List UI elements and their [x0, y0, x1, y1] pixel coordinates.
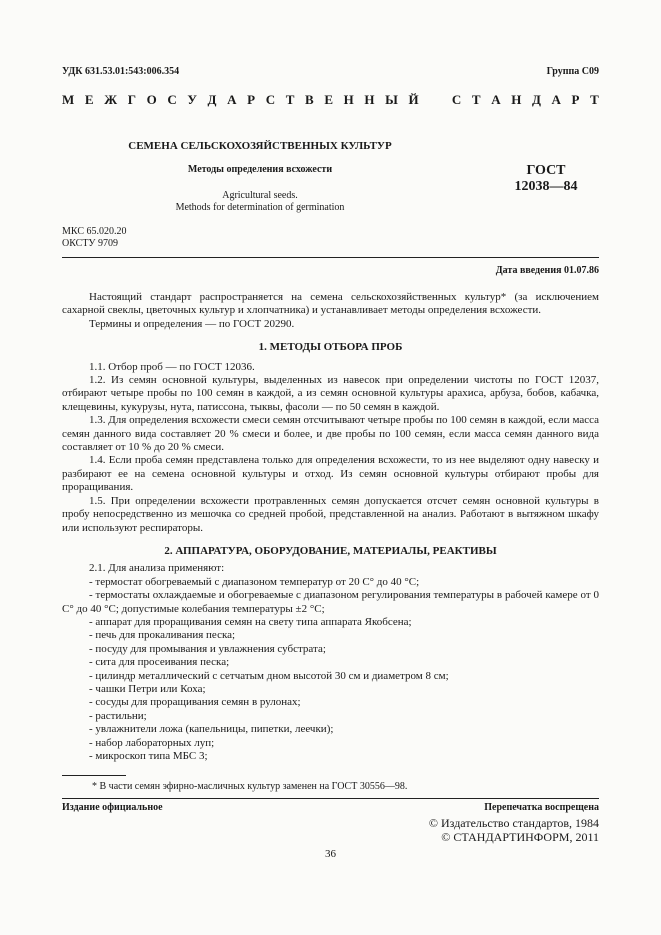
- clause-1-2: 1.2. Из семян основной культуры, выделенных из навесок при определении чистоты по ГОСТ 12037, отбирают четыре пробы по 100 семян в каждой, а из семян основной культуры арахиса, арбуза, бобов, кабачка, клещевины, кукурузы, нута, патиссона, тыквы, фасоли — по 50 семян в каждой.: [62, 374, 599, 413]
- footer-rule: [62, 798, 599, 799]
- banner-letter: Р: [247, 92, 256, 107]
- section2-heading: 2. АППАРАТУРА, ОБОРУДОВАНИЕ, МАТЕРИАЛЫ, РЕАКТИВЫ: [164, 544, 497, 557]
- standard-title: СЕМЕНА СЕЛЬСКОХОЗЯЙСТВЕННЫХ КУЛЬТУР: [128, 140, 392, 152]
- equipment-list-item: - сита для просеивания песка;: [89, 656, 230, 669]
- banner-letter: Ж: [104, 92, 118, 107]
- intro-date-label: Дата введения: [495, 265, 562, 276]
- standard-subtitle: Методы определения всхожести: [187, 164, 333, 175]
- banner-letter: У: [187, 92, 197, 107]
- banner-letter: Т: [590, 92, 599, 107]
- banner-letter: А: [227, 92, 237, 107]
- equipment-list-item: - растильни;: [89, 709, 147, 722]
- equipment-list-item: - термостат обогреваемый с диапазоном температур от 20 С° до 40 °С;: [89, 575, 420, 588]
- banner-letter: Е: [84, 92, 94, 107]
- banner-letter: Д: [207, 92, 217, 107]
- intro-date-value: 01.07.86: [564, 265, 599, 276]
- equipment-list-item: - посуду для промывания и увлажнения субстрата;: [89, 642, 326, 655]
- official-edition: Издание официальное: [62, 802, 163, 813]
- english-title-line1: Agricultural seeds.: [222, 190, 298, 201]
- banner-letter: Ы: [385, 92, 398, 107]
- reprint-notice: Перепечатка воспрещена: [484, 802, 599, 813]
- udk-code: УДК 631.53.01:543:006.354: [62, 66, 180, 77]
- equipment-list-item: - печь для прокаливания песка;: [89, 629, 236, 642]
- section1-heading: 1. МЕТОДЫ ОТБОРА ПРОБ: [258, 341, 403, 354]
- equipment-list-item: - микроскоп типа МБС 3;: [89, 750, 208, 762]
- english-title-line2: Methods for determination of germination: [175, 202, 345, 213]
- document-body: [62, 291, 599, 763]
- terms-paragraph: Термины и определения — по ГОСТ 20290.: [89, 317, 295, 330]
- copyright-1984: © Издательство стандартов, 1984: [428, 816, 599, 830]
- banner-gap: [429, 92, 441, 108]
- banner-letter: О: [146, 92, 157, 107]
- footnote-rule: [62, 775, 126, 776]
- header-rule: [62, 257, 599, 258]
- mks-code: МКС 65.020.20: [62, 226, 127, 237]
- group-code: Группа С09: [546, 66, 599, 77]
- equipment-list-item: - термостаты охлаждаемые и обогреваемые с диапазоном регулирования температуры в рабочей камере от 0 С° до 40 °С; допустимые колебания температуры ±2 °С;: [62, 589, 599, 615]
- banner-letter: Е: [324, 92, 333, 107]
- banner-letter: Н: [364, 92, 375, 107]
- equipment-list: [62, 576, 599, 764]
- equipment-list-item: - чашки Петри или Коха;: [89, 682, 206, 695]
- equipment-list-item: - увлажнители ложа (капельницы, пипетки, леечки);: [89, 723, 334, 736]
- clause-1-5: 1.5. При определении всхожести протравленных семян допускается отсчет семян основной культуры в пробу непосредственно из мешочка со средней пробой, представленной на анализ. Работают в вытяжном шкафу или используют респираторы.: [62, 494, 599, 534]
- clause-1-3: 1.3. Для определения всхожести смеси семян отсчитывают четыре пробы по 100 семян в каждой, если масса семян данного вида составляет 20 % смеси и более, и две пробы по 100 семян, если масса семян данного вида составляет от 10 % до 20 % смеси.: [62, 414, 599, 454]
- gost-label: ГОСТ: [526, 163, 566, 178]
- equipment-list-item: - аппарат для проращивания семян на свету типа аппарата Якобсена;: [89, 615, 412, 628]
- banner-letter: Н: [511, 92, 522, 107]
- banner-letter: С: [167, 92, 177, 107]
- clause-1-1: 1.1. Отбор проб — по ГОСТ 12036.: [89, 360, 255, 373]
- banner-letter: Д: [531, 92, 541, 107]
- page-number: 36: [325, 848, 336, 860]
- banner-letter: Т: [471, 92, 481, 107]
- banner-letter: Й: [408, 92, 419, 107]
- clause-2-1: 2.1. Для анализа применяют:: [89, 562, 225, 575]
- banner-letter: М: [62, 92, 75, 107]
- equipment-list-item: - сосуды для проращивания семян в рулонах;: [89, 696, 301, 709]
- standard-banner: [62, 92, 599, 108]
- banner-letter: Г: [127, 92, 136, 107]
- equipment-list-item: - набор лабораторных луп;: [89, 736, 215, 749]
- okstu-code: ОКСТУ 9709: [62, 238, 119, 249]
- banner-letter: А: [551, 92, 561, 107]
- banner-letter: Т: [285, 92, 295, 107]
- banner-letter: С: [265, 92, 276, 107]
- banner-letter: Н: [343, 92, 354, 107]
- banner-letter: Р: [571, 92, 580, 107]
- intro-date: [496, 265, 599, 276]
- intro-paragraph: Настоящий стандарт распространяется на семена сельскохозяйственных культур* (за исключением сахарной свеклы, цветочных культур и хлопчатника) и устанавливает методы определения всхожести.: [62, 291, 599, 317]
- equipment-list-item: - цилиндр металлический с сетчатым дном высотой 30 см и диаметром 8 см;: [89, 669, 449, 682]
- banner-letter: В: [305, 92, 314, 107]
- clause-1-4: 1.4. Если проба семян представлена только для определения всхожести, то из нее выделяют одну навеску и разбирают ее на семена основной культуры и отход. Из семян основной культуры отбирают пробы для проращивания.: [62, 454, 599, 494]
- footnote: * В части семян эфирно-масличных культур заменен на ГОСТ 30556—98.: [92, 781, 408, 792]
- banner-letter: С: [451, 92, 462, 107]
- gost-number: 12038—84: [514, 179, 578, 194]
- banner-letter: А: [491, 92, 501, 107]
- copyright-2011: © СТАНДАРТИНФОРМ, 2011: [441, 830, 599, 844]
